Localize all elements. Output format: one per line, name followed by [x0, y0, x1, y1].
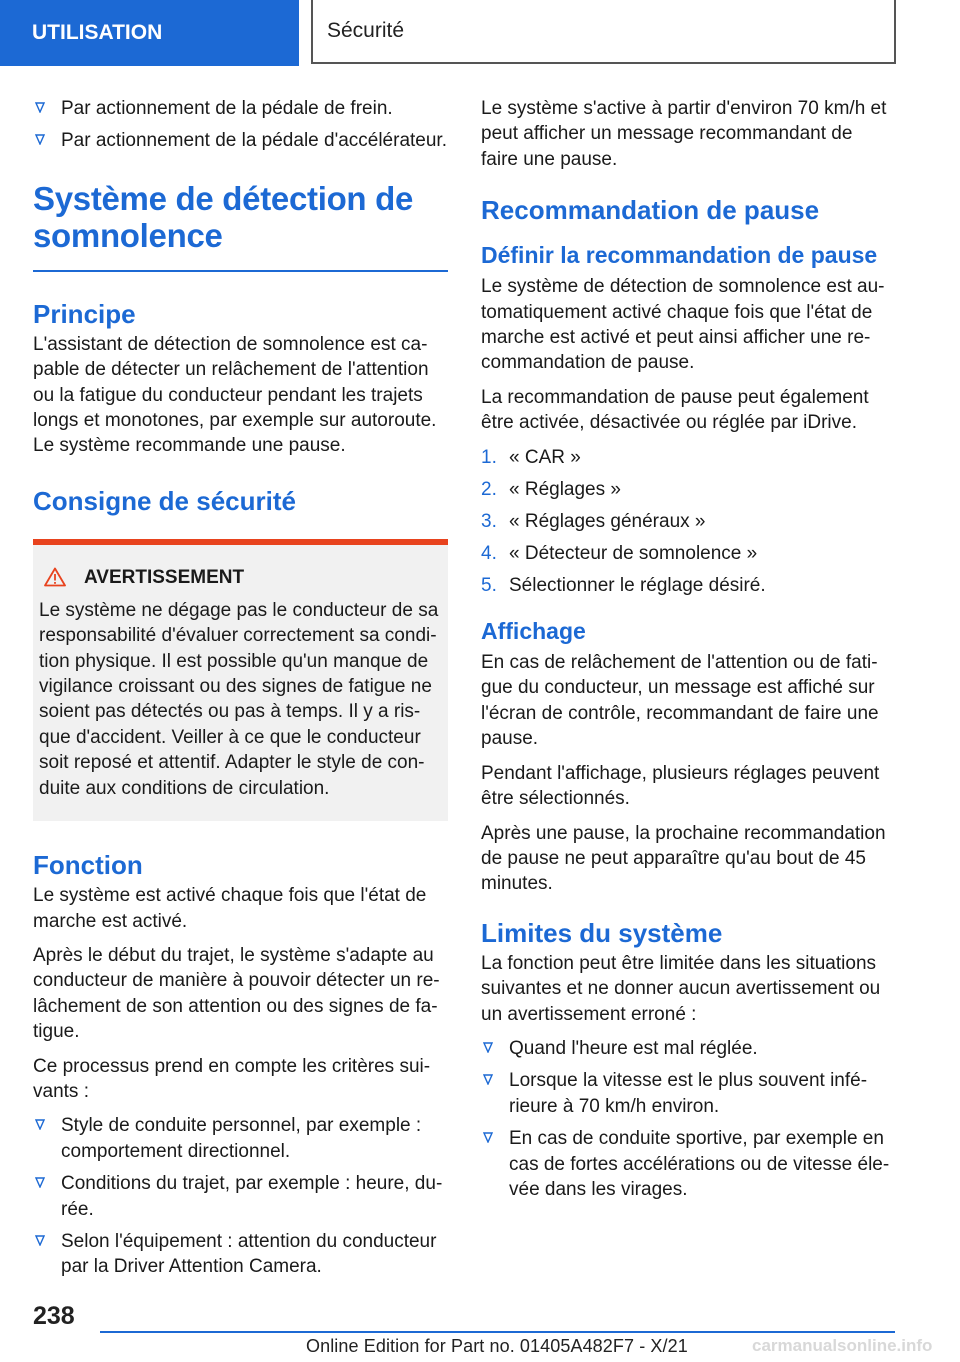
edition-text: Online Edition for Part no. 01405A482F7 - X/21 [306, 1336, 688, 1356]
list-item: Par actionnement de la pédale de frein. [33, 96, 448, 121]
page-title: Système de détection de somnolence [33, 179, 414, 254]
triangle-bullet-icon [483, 1074, 493, 1085]
list-item: Lorsque la vitesse est le plus souvent infé-rieure à 70 km/h environ. [481, 1068, 891, 1119]
fonction-paragraph: Le système est activé chaque fois que l'état de marche est activé. [33, 885, 427, 932]
list-item: 5. Sélectionner le réglage désiré. [481, 574, 766, 596]
principe-heading: Principe [33, 298, 136, 329]
triangle-bullet-icon [35, 1235, 45, 1246]
recommandation-heading: Recommandation de pause [481, 195, 820, 226]
warning-text: Le système ne dégage pas le conducteur de sa responsabilité d'évaluer correctement sa condi-tion physique. Il est possible qu'un manque de vigilance croissant ou des signes de fatigue ne soient pas détectés ou pas à temps. Il y a ris-que d'accident. Veiller à ce que le conducteur soit reposé et attentif. Adapter le style de con-duite aux conditions de circulation. [39, 599, 439, 799]
right-column [481, 96, 891, 1211]
affichage-paragraph: Après une pause, la prochaine recommandation de pause ne peut apparaître qu'au bout de 45 minutes. [481, 822, 886, 895]
page-footer [0, 1290, 960, 1362]
list-item: 3. « Réglages généraux » [481, 510, 706, 532]
triangle-bullet-icon [35, 134, 45, 145]
chapter-tab[interactable]: UTILISATION [0, 0, 299, 66]
steps-list [481, 445, 891, 598]
list-item: 4. « Détecteur de somnolence » [481, 542, 758, 564]
warning-label: AVERTISSEMENT [84, 566, 245, 588]
list-item: Par actionnement de la pédale d'accélérateur. [33, 128, 448, 153]
triangle-bullet-icon [483, 1042, 493, 1053]
triangle-bullet-icon [35, 102, 45, 113]
affichage-paragraph: En cas de relâchement de l'attention ou de fati-gue du conducteur, un message est affiché sur l'écran de contrôle, recommandant de faire une pause. [481, 652, 879, 750]
limites-paragraph: La fonction peut être limitée dans les situations suivantes et ne donner aucun avertissement ou un avertissement erroné : [481, 952, 881, 1025]
definir-heading: Définir la recommandation de pause [481, 242, 878, 269]
fonction-paragraph: Ce processus prend en compte les critères sui-vants : [33, 1055, 431, 1102]
definir-paragraph: La recommandation de pause peut également être activée, désactivée ou réglée par iDrive. [481, 386, 869, 434]
criteria-list [33, 1113, 448, 1279]
triangle-bullet-icon [35, 1119, 45, 1130]
footer-divider [100, 1331, 895, 1333]
warning-triangle-icon [44, 567, 66, 587]
page-number: 238 [33, 1302, 75, 1330]
title-divider [33, 270, 448, 272]
limites-heading: Limites du système [481, 917, 723, 948]
list-item: Conditions du trajet, par exemple : heure, du-rée. [33, 1171, 448, 1222]
affichage-heading: Affichage [481, 618, 586, 645]
list-item: Style de conduite personnel, par exemple : comportement directionnel. [33, 1113, 448, 1164]
list-item: 2. « Réglages » [481, 478, 621, 500]
fonction-heading: Fonction [33, 850, 143, 881]
warning-box [33, 539, 448, 821]
list-item: Selon l'équipement : attention du conducteur par la Driver Attention Camera. [33, 1229, 448, 1280]
brake-bullet-list [33, 96, 448, 154]
triangle-bullet-icon [35, 1177, 45, 1188]
principe-text: L'assistant de détection de somnolence est ca-pable de détecter un relâchement de l'attention ou la fatigue du conducteur pendant les trajets longs et monotones, par exemple sur autoroute. Le système recommande une pause. [33, 333, 437, 457]
consigne-heading: Consigne de sécurité [33, 485, 296, 516]
list-item: 1. « CAR » [481, 446, 581, 468]
affichage-paragraph: Pendant l'affichage, plusieurs réglages peuvent être sélectionnés. [481, 762, 880, 810]
page-header [0, 0, 960, 66]
fonction-paragraph: Après le début du trajet, le système s'adapte au conducteur de manière à pouvoir détecter un re-lâchement de son attention ou des signes de fa-tigue. [33, 944, 440, 1043]
limits-list [481, 1036, 891, 1202]
intro-text: Le système s'active à partir d'environ 70 km/h et peut afficher un message recommandant de faire une pause. [481, 98, 887, 170]
watermark: carmanualsonline.info [752, 1336, 933, 1355]
section-tab[interactable]: Sécurité [311, 0, 896, 64]
triangle-bullet-icon [483, 1132, 493, 1143]
warning-header [39, 565, 440, 590]
list-item: Quand l'heure est mal réglée. [481, 1036, 891, 1061]
list-item: En cas de conduite sportive, par exemple en cas de fortes accélérations ou de vitesse éle-vée dans les virages. [481, 1126, 891, 1202]
left-column [33, 96, 448, 1289]
definir-paragraph: Le système de détection de somnolence est au-tomatiquement activé chaque fois que l'état de marche est activé et peut ainsi afficher une re-commandation de pause. [481, 276, 885, 374]
